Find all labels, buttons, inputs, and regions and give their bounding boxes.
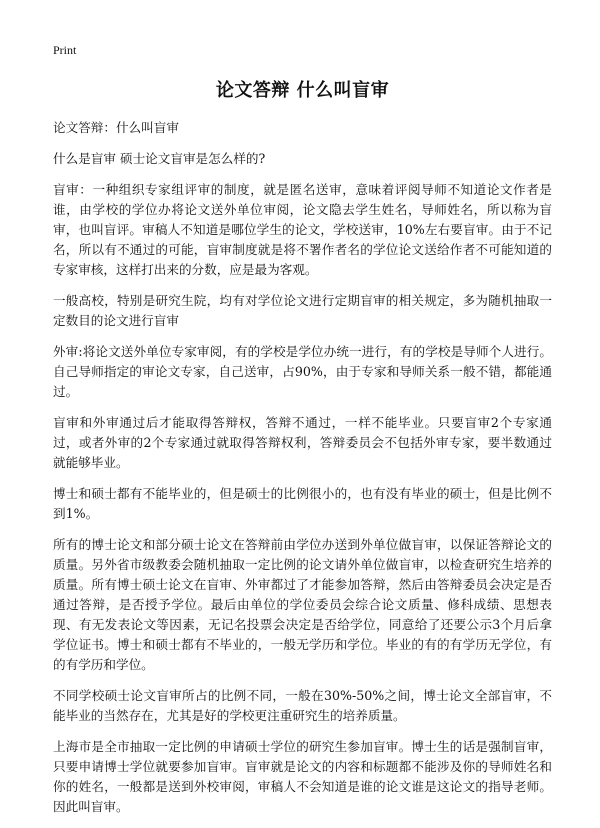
paragraph-graduation-rate: 博士和硕士都有不能毕业的，但是硕士的比例很小的，也有没有毕业的硕士，但是比例不到1%。 bbox=[53, 486, 552, 521]
paragraph-external-review: 外审:将论文送外单位专家审阅，有的学校是学位办统一进行，有的学校是导师个人进行。自己导师指定的审论文专家，自己送审，占90%，由于专家和导师关系一般不错，都能通过。 bbox=[53, 344, 552, 399]
print-link[interactable]: Print bbox=[53, 43, 77, 57]
paragraph-shanghai-policy: 上海市是全市抽取一定比例的申请硕士学位的研究生参加盲审。博士生的话是强制盲审，只要申请博士学位就要参加盲审。盲审就是论文的内容和标题都不能涉及你的导师姓名和你的姓名，一般都是送到外校审阅，审稿人不会知道是谁的论文谁是这论文的指导老师。因此叫盲审。 bbox=[53, 739, 552, 814]
paragraph-review-process: 所有的博士论文和部分硕士论文在答辩前由学位办送到外单位做盲审，以保证答辩论文的质量。另外省市级教委会随机抽取一定比例的论文请外单位做盲审，以检查研究生培养的质量。所有博士硕士论文在盲审、外审都过了才能参加答辩，然后由答辩委员会决定是否通过答辩，是否授予学位。最后由单位的学位委员会综合论文质量、修科成绩、思想表现、有无发表论文等因素，无记名投票会决定是否给学位，同意给了还要公示3个月后拿学位证书。博士和硕士都有不毕业的，一般无学历和学位。毕业的有的有学历无学位，有的有学历和学位。 bbox=[53, 537, 552, 672]
page-title: 论文答辩 什么叫盲审 bbox=[215, 80, 390, 101]
paragraph-subtitle: 论文答辩：什么叫盲审 bbox=[53, 120, 179, 135]
paragraph-question: 什么是盲审 硕士论文盲审是怎么样的? bbox=[53, 151, 266, 166]
paragraph-blind-review-definition: 盲审：一种组织专家组评审的制度，就是匿名送审，意味着评阅导师不知道论文作者是谁，由学校的学位办将论文送外单位审阅，论文隐去学生姓名，导师姓名，所以称为盲审，也叫盲评。审稿人不知道是哪位学生的论文，学校送审，10%左右要盲审。由于不记名，所以有不通过的可能，盲审制度就是将不署作者名的学位论文送给作者不可能知道的专家审核，这样打出来的分数，应是最为客观。 bbox=[53, 182, 552, 277]
paragraph-review-ratio: 不同学校硕士论文盲审所占的比例不同，一般在30%-50%之间，博士论文全部盲审，不能毕业的当然存在，尤其是好的学校更注重研究生的培养质量。 bbox=[53, 688, 552, 723]
paragraph-university-rules: 一般高校，特别是研究生院，均有对学位论文进行定期盲审的相关规定，多为随机抽取一定数目的论文进行盲审 bbox=[53, 293, 552, 328]
paragraph-defense-rights: 盲审和外审通过后才能取得答辩权，答辩不通过，一样不能毕业。只要盲审2个专家通过，或者外审的2个专家通过就取得答辩权利，答辩委员会不包括外审专家，要半数通过就能够毕业。 bbox=[53, 415, 552, 470]
